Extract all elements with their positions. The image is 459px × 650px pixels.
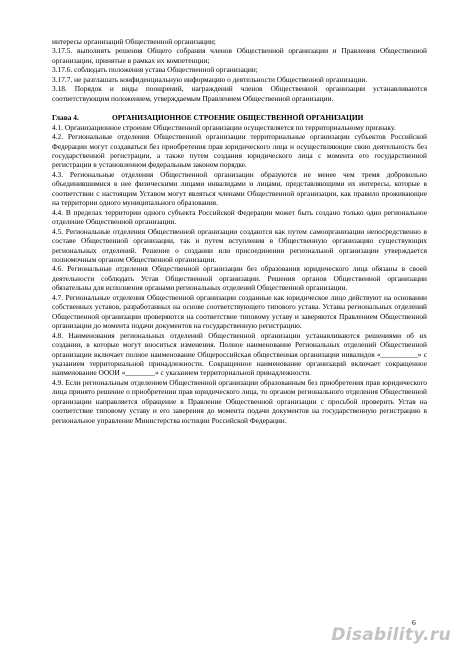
chapter-number: Глава 4. <box>52 113 79 123</box>
page-number: 6 <box>412 618 416 627</box>
paragraph: 4.2. Региональные отделения Общественной организации территориальные организации субъектов Российской Федерации могут создаваться без приобретения прав юридического лица и осуществляющие свою деятельность без государственной регистрации, а также путем создания юридического лица с момента его государственной регистрации в установленном федеральным законом порядке. <box>52 132 427 170</box>
paragraph: 4.8. Наименования региональных отделений Общественной организации устанавливаются решениями об их создании, в которые могут вноситься изменения. Полное наименование Региональных отделений Общественной организации включает полное наименование Общероссийская общественная организация инвалидов «__________» с указанием территориальной принадлежности. Сокращенное наименование организаций включает сокращенное наименование ОООИ «________» с указанием территориальной принадлежности. <box>52 330 427 378</box>
paragraph: 4.3. Региональные отделения Общественной организации образуются не менее чем тремя добровольно объединившимися в нее физическими лицами инвалидами и лицами, представляющими их интересы, которые в соответствии с настоящим Уставом могут являться членами Общественной организации, как правило проживающие на территории одного муниципального образования. <box>52 169 427 208</box>
paragraph: 3.17.6. соблюдать положения устава Общественной организации; <box>52 65 258 75</box>
paragraph: 4.6. Региональные отделения Общественной организации без образования юридического лица обязаны в своей деятельности соблюдать Устав Общественной организации. Решения органов Общественной организации обязательны для исполнения органами региональных отделений Общественной организации. <box>52 264 427 293</box>
paragraph: 4.7. Региональные отделения Общественной организации созданные как юридическое лицо действуют на основании собственных уставов, разработанных на основе соответствующего типового устава. Уставы региональных отделений Общественной организации проверяются на соответствие типовому уставу и заверяются Правлением Общественной организации до момента подачи документов на государственную регистрацию. <box>52 292 427 331</box>
paragraph: 4.5. Региональные отделения Общественной организации создаются как путем самоорганизации непосредственно в составе Общественной организации, так и путем вступления в Общественную организацию существующих региональных отделений. Решение о создании или присоединении региональной организации утверждается полномочным органом Общественной организации. <box>52 226 427 264</box>
paragraph: 3.17.5. выполнять решения Общего собрания членов Общественной организации и Правления Общественной организации, принятые в рамках их компетенции; <box>52 46 427 65</box>
chapter-heading <box>52 113 427 122</box>
spacer <box>52 103 427 113</box>
paragraph: 4.1. Организационное строение Общественной организации осуществляется по территориальному признаку. <box>52 122 396 132</box>
paragraph: 4.4. В пределах территории одного субъекта Российской Федерации может быть создано только одно региональное отделение Общественной организации. <box>52 207 427 227</box>
document-body <box>52 37 427 425</box>
paragraph: 3.18. Порядок и виды поощрений, награждений членов Общественной организации устанавливаются соответствующим положением, утверждаемым Правлением Общественной организации. <box>52 84 427 103</box>
paragraph: интересы организаций Общественной организации; <box>52 37 216 46</box>
watermark: Disability.ru <box>331 625 451 645</box>
paragraph: 4.9. Если региональным отделением Общественной организации образованным без приобретения прав юридического лица принято решение о приобретении прав юридического лица, то органом регионального отделения Общественной организации направляется обращение в Правление Общественной организации с просьбой проверить Устав на соответствие типовому уставу и его заверения до момента подачи документов на государственную регистрацию в региональное управление Министерства юстиции Российской Федерации. <box>52 377 427 425</box>
paragraph: 3.17.7. не разглашать конфиденциальную информацию о деятельности Общественной организации. <box>52 74 368 84</box>
chapter-title: ОРГАНИЗАЦИОННОЕ СТРОЕНИЕ ОБЩЕСТВЕННОЙ ОРГАНИЗАЦИИ <box>112 113 364 123</box>
